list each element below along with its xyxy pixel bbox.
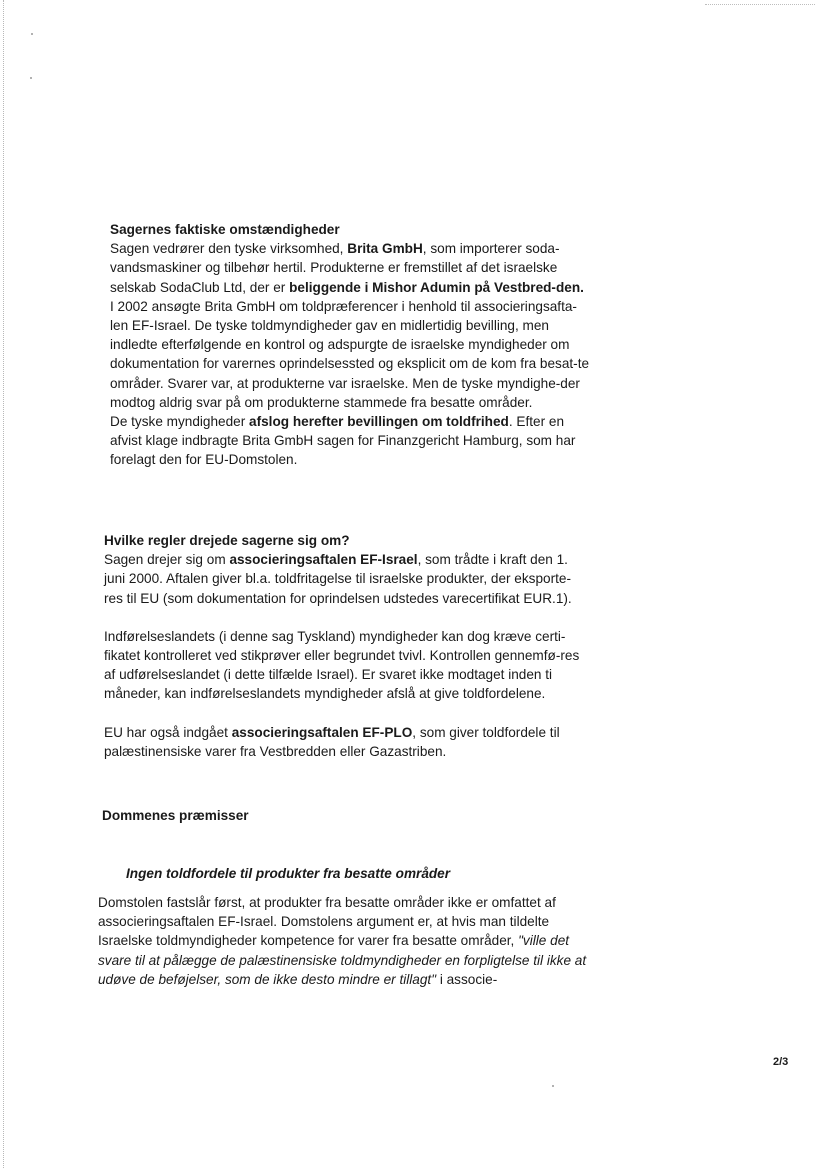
scan-speck <box>30 77 32 79</box>
section-premises <box>102 806 582 825</box>
section-heading-premises: Dommenes præmisser <box>102 808 249 823</box>
section-heading-rules: Hvilke regler drejede sagerne sig om? <box>104 533 350 548</box>
premises-body <box>98 893 588 989</box>
section-facts <box>110 220 590 470</box>
facts-paragraph-2: I 2002 ansøgte Brita GmbH om toldpræferencer i henhold til associeringsafta-len EF-Israel. De tyske toldmyndigheder gav en midlertidig bevilling, men indledte efterfølgende en kontrol og adspurgte de israelske myndigheder om dokumentation for varernes oprindelsessted og eksplicit om de kom fra besat-te områder. Svarer var, at produkterne var israelske. Men de tyske myndighe-der modtog aldrig svar på om produkterne stammede fra besatte områder. <box>110 298 590 410</box>
scan-edge-left <box>3 0 4 1168</box>
section-heading-facts: Sagernes faktiske omstændigheder <box>110 222 340 237</box>
facts-paragraph-1: Sagen vedrører den tyske virksomhed, Brita GmbH, som importerer soda-vandsmaskiner og tilbehør hertil. Produkterne er fremstillet af det israelske selskab SodaClub Ltd, der er beliggende i Mishor Adumin på Vestbred-den. <box>110 241 584 295</box>
scan-edge-top <box>705 4 815 5</box>
scan-speck <box>552 1085 554 1087</box>
page-number: 2/3 <box>773 1056 789 1068</box>
subheading-occupied-territories: Ingen toldfordele til produkter fra besatte områder <box>126 866 451 881</box>
facts-paragraph-3: De tyske myndigheder afslog herefter bevillingen om toldfrihed. Efter en afvist klage indbragte Brita GmbH sagen for Finanzgericht Hamburg, som har forelagt den for EU-Domstolen. <box>110 414 576 468</box>
rules-paragraph-3: EU har også indgået associeringsaftalen EF-PLO, som giver toldfordele til palæstinensiske varer fra Vestbredden eller Gazastriben. <box>104 724 560 759</box>
premises-paragraph-1: Domstolen fastslår først, at produkter fra besatte områder ikke er omfattet af associeringsaftalen EF-Israel. Domstolens argument er, at hvis man tildelte Israelske toldmyndigheder kompetence for varer fra besatte områder, "ville det svare til at pålægge de palæstinensiske toldmyndigheder en forpligtelse til ikke at udøve de beføjelser, som de ikke desto mindre er tillagt" i associe- <box>98 895 587 987</box>
scan-speck <box>31 33 33 35</box>
rules-paragraph-2: Indførelseslandets (i denne sag Tyskland) myndigheder kan dog kræve certi-fikatet kontrolleret ved stikprøver eller begrundet tvivl. Kontrollen gennemfø-res af udførelseslandet (i dette tilfælde Israel). Er svaret ikke modtaget inden ti måneder, kan indførelseslandets myndigheder afslå at give toldfordelene. <box>104 628 580 702</box>
rules-paragraph-1: Sagen drejer sig om associeringsaftalen EF-Israel, som trådte i kraft den 1. juni 2000. Aftalen giver bl.a. toldfritagelse til israelske produkter, der eksporte-res til EU (som dokumentation for oprindelsen udstedes varecertifikat EUR.1). <box>104 552 572 606</box>
section-rules <box>104 531 584 761</box>
